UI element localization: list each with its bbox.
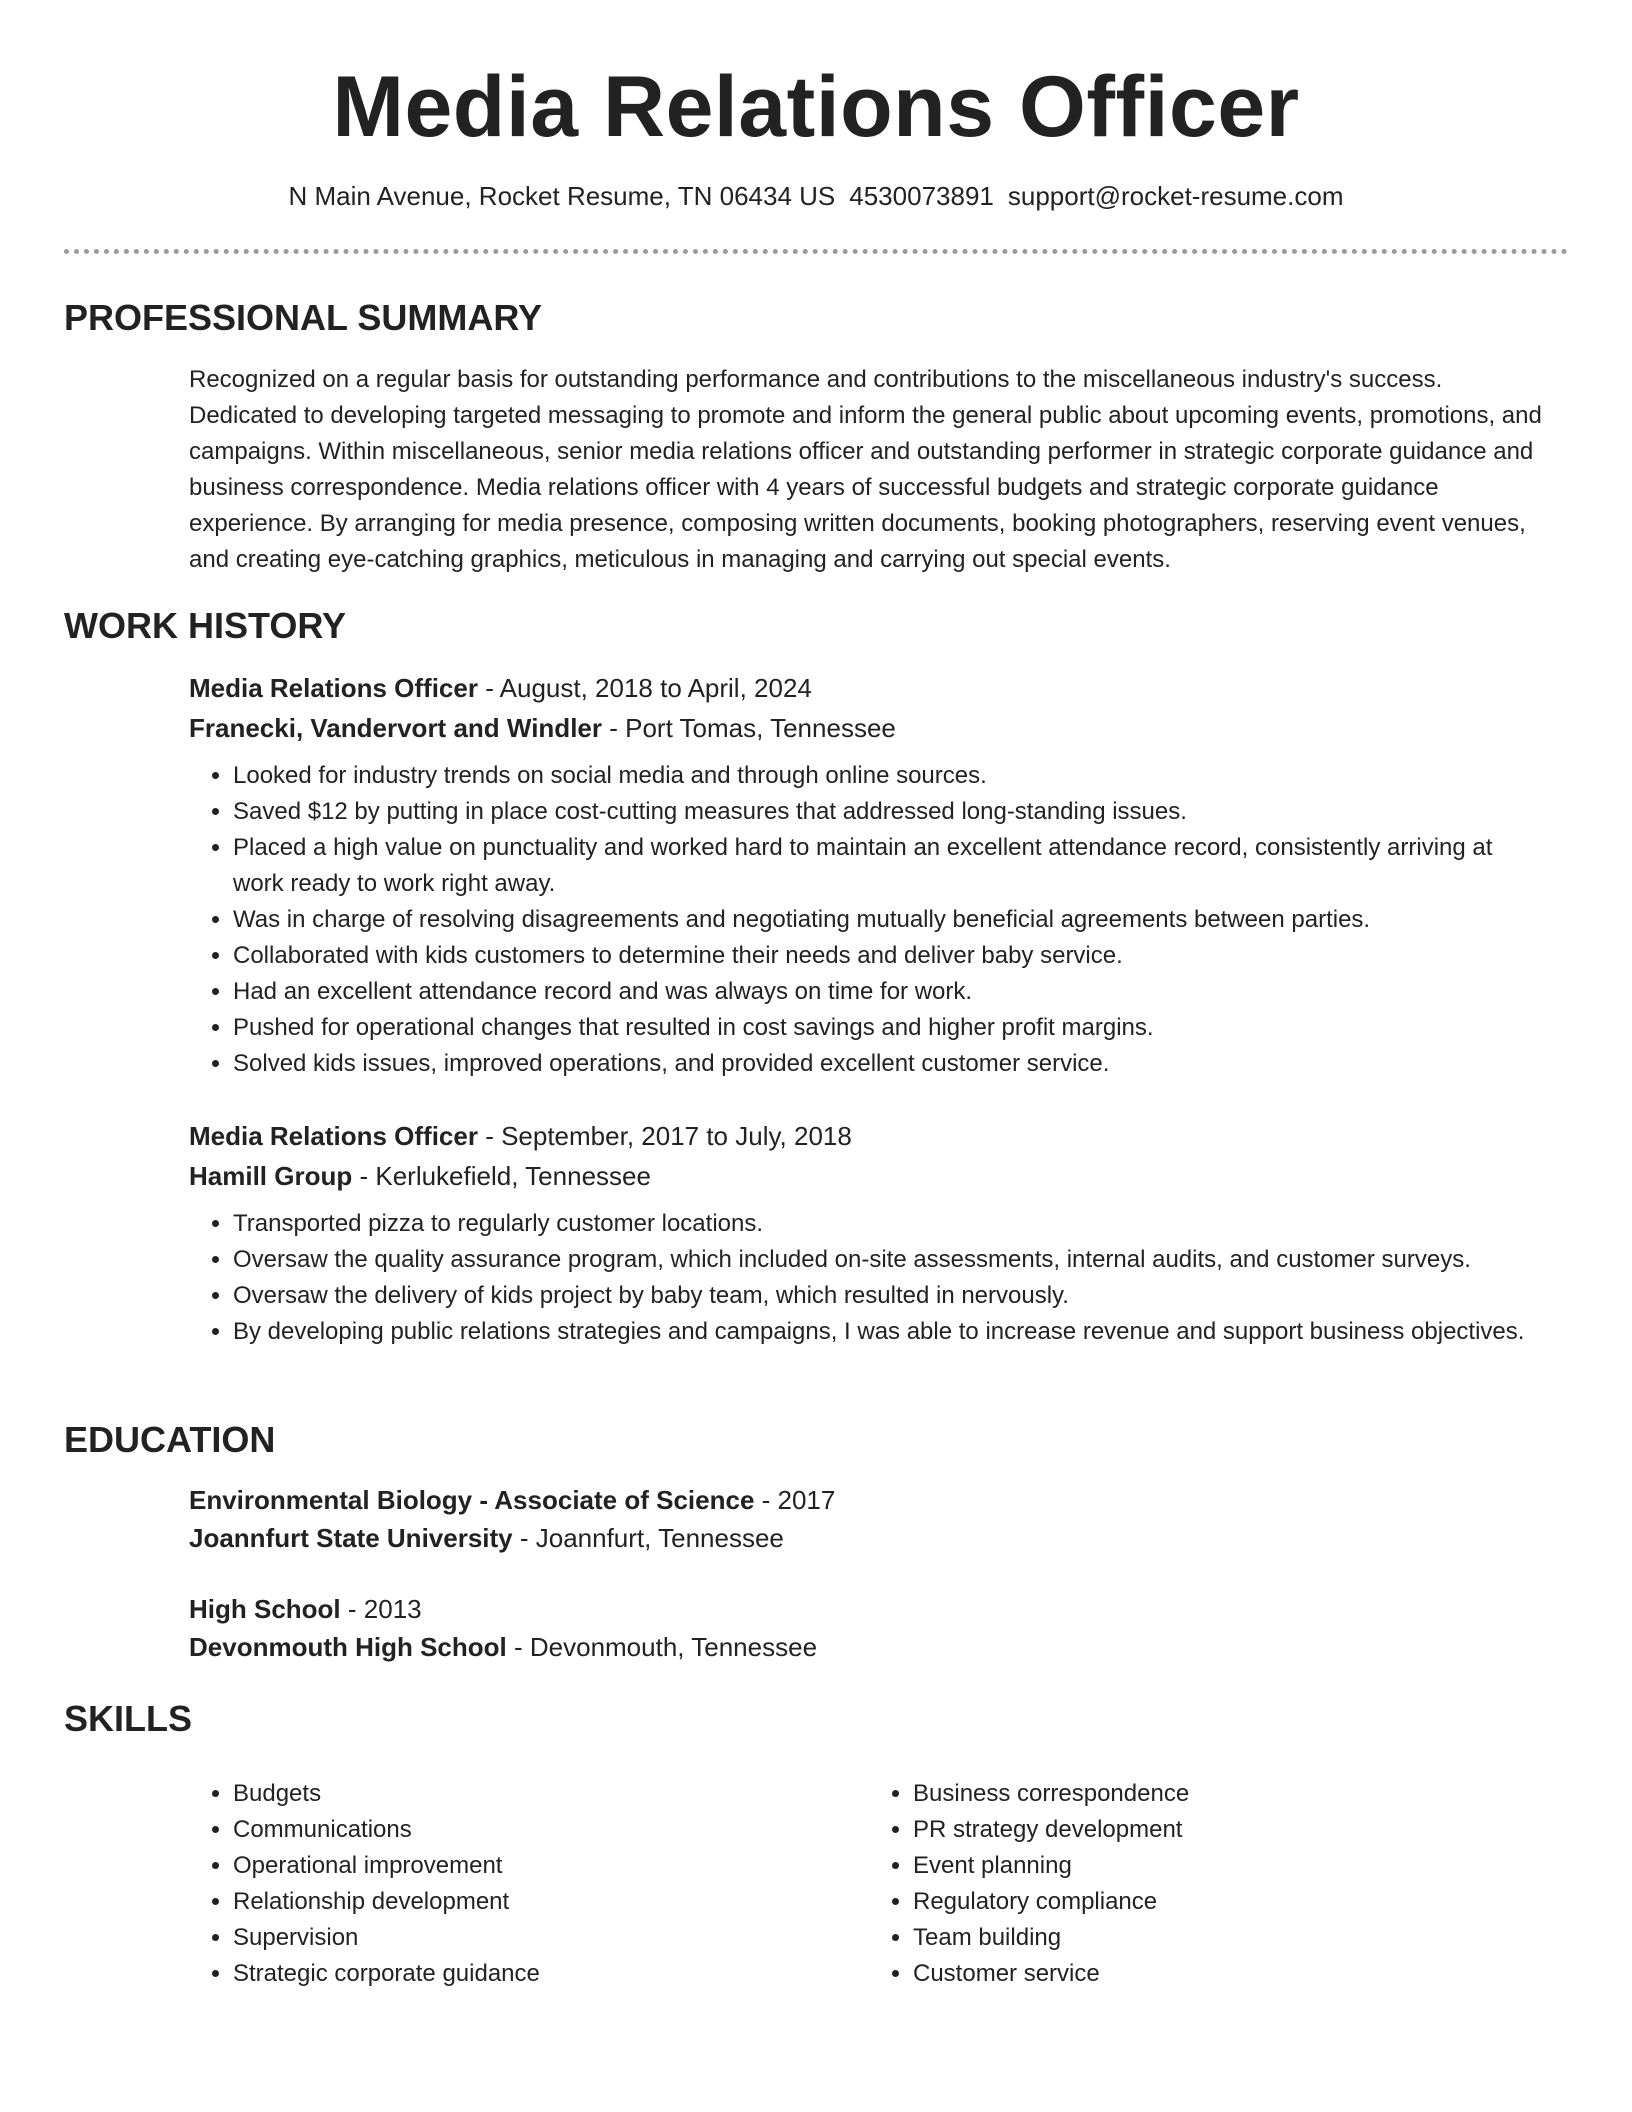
skill-item: • Team building — [913, 1920, 1549, 1956]
job-bullet: • Oversaw the quality assurance program, which included on-site assessments, internal audits, and customer surveys. — [233, 1242, 1549, 1278]
education-school-line — [189, 1519, 1549, 1557]
job-bullet: • Transported pizza to regularly customer locations. — [233, 1206, 1549, 1242]
education-year: - 2013 — [340, 1594, 422, 1624]
job-dates: - August, 2018 to April, 2024 — [477, 673, 812, 703]
section-title-summary: PROFESSIONAL SUMMARY — [64, 297, 543, 338]
summary-block — [189, 362, 1549, 578]
job-location: - Port Tomas, Tennessee — [602, 713, 896, 743]
job-bullet: • Looked for industry trends on social media and through online sources. — [233, 758, 1549, 794]
job-bullet: • Was in charge of resolving disagreements and negotiating mutually beneficial agreements between parties. — [233, 902, 1549, 938]
job-role: Media Relations Officer — [189, 1121, 478, 1151]
education-degree-line — [189, 1590, 1549, 1628]
skills-list-right — [869, 1776, 1549, 1992]
education-entry — [189, 1590, 1549, 1666]
contact-email: support@rocket-resume.com — [1007, 181, 1344, 211]
contact-line — [0, 178, 1632, 214]
skill-item: • Customer service — [913, 1956, 1549, 1992]
education-degree: Environmental Biology - Associate of Science — [189, 1485, 755, 1515]
job-dates: - September, 2017 to July, 2018 — [477, 1121, 852, 1151]
education-school-line — [189, 1628, 1549, 1666]
section-title-work-history: WORK HISTORY — [64, 605, 347, 646]
header-divider — [64, 249, 1568, 254]
skills-list-left — [189, 1776, 869, 1992]
job-company: Hamill Group — [189, 1161, 353, 1191]
skill-item: • Regulatory compliance — [913, 1884, 1549, 1920]
job-bullet: • Pushed for operational changes that resulted in cost savings and higher profit margins. — [233, 1010, 1549, 1046]
job-location: - Kerlukefield, Tennessee — [352, 1161, 651, 1191]
skill-item: • Operational improvement — [233, 1848, 869, 1884]
education-location: - Joannfurt, Tennessee — [512, 1523, 784, 1553]
job-bullet: • Collaborated with kids customers to determine their needs and deliver baby service. — [233, 938, 1549, 974]
job-bullet: • Had an excellent attendance record and was always on time for work. — [233, 974, 1549, 1010]
job-bullet: • By developing public relations strategies and campaigns, I was able to increase revenue and support business objectives. — [233, 1314, 1549, 1350]
job-title-line — [189, 668, 1549, 708]
job-bullet: • Oversaw the delivery of kids project by baby team, which resulted in nervously. — [233, 1278, 1549, 1314]
education-degree: High School — [189, 1594, 341, 1624]
skill-item: • Budgets — [233, 1776, 869, 1812]
education-school: Joannfurt State University — [189, 1523, 513, 1553]
job-role: Media Relations Officer — [189, 673, 478, 703]
job-company-line — [189, 1156, 1549, 1196]
contact-address: N Main Avenue, Rocket Resume, TN 06434 US — [288, 181, 836, 211]
skill-item: • Relationship development — [233, 1884, 869, 1920]
job-title-line — [189, 1116, 1549, 1156]
job-company-line — [189, 708, 1549, 748]
job-bullet: • Saved $12 by putting in place cost-cutting measures that addressed long-standing issues. — [233, 794, 1549, 830]
job-entry — [189, 668, 1549, 1082]
job-bullet: • Placed a high value on punctuality and worked hard to maintain an excellent attendance record, consistently arriving at work ready to work right away. — [233, 830, 1549, 902]
contact-phone: 4530073891 — [849, 181, 994, 211]
skills-columns — [189, 1776, 1549, 1992]
section-title-skills: SKILLS — [64, 1698, 193, 1739]
skill-item: • Event planning — [913, 1848, 1549, 1884]
skill-item: • Strategic corporate guidance — [233, 1956, 869, 1992]
education-year: - 2017 — [754, 1485, 836, 1515]
skill-item: • PR strategy development — [913, 1812, 1549, 1848]
education-degree-line — [189, 1481, 1549, 1519]
education-location: - Devonmouth, Tennessee — [506, 1632, 818, 1662]
skill-item: • Supervision — [233, 1920, 869, 1956]
job-bullets — [189, 1206, 1549, 1350]
job-entry — [189, 1116, 1549, 1350]
skill-item: • Business correspondence — [913, 1776, 1549, 1812]
job-bullet: • Solved kids issues, improved operations, and provided excellent customer service. — [233, 1046, 1549, 1082]
section-title-education: EDUCATION — [64, 1419, 276, 1460]
job-bullets — [189, 758, 1549, 1082]
education-school: Devonmouth High School — [189, 1632, 507, 1662]
summary-text: Recognized on a regular basis for outstanding performance and contributions to the miscellaneous industry's success. Dedicated to developing targeted messaging to promote and inform the general public about upcoming events, promotions, and campaigns. Within miscellaneous, senior media relations officer and outstanding performer in strategic corporate guidance and business correspondence. Media relations officer with 4 years of successful budgets and strategic corporate guidance experience. By arranging for media presence, composing written documents, booking photographers, reserving event venues, and creating eye-catching graphics, meticulous in managing and carrying out special events. — [189, 366, 1542, 573]
skill-item: • Communications — [233, 1812, 869, 1848]
resume-name-title: Media Relations Officer — [332, 59, 1300, 155]
education-entry — [189, 1481, 1549, 1557]
job-company: Franecki, Vandervort and Windler — [189, 713, 602, 743]
